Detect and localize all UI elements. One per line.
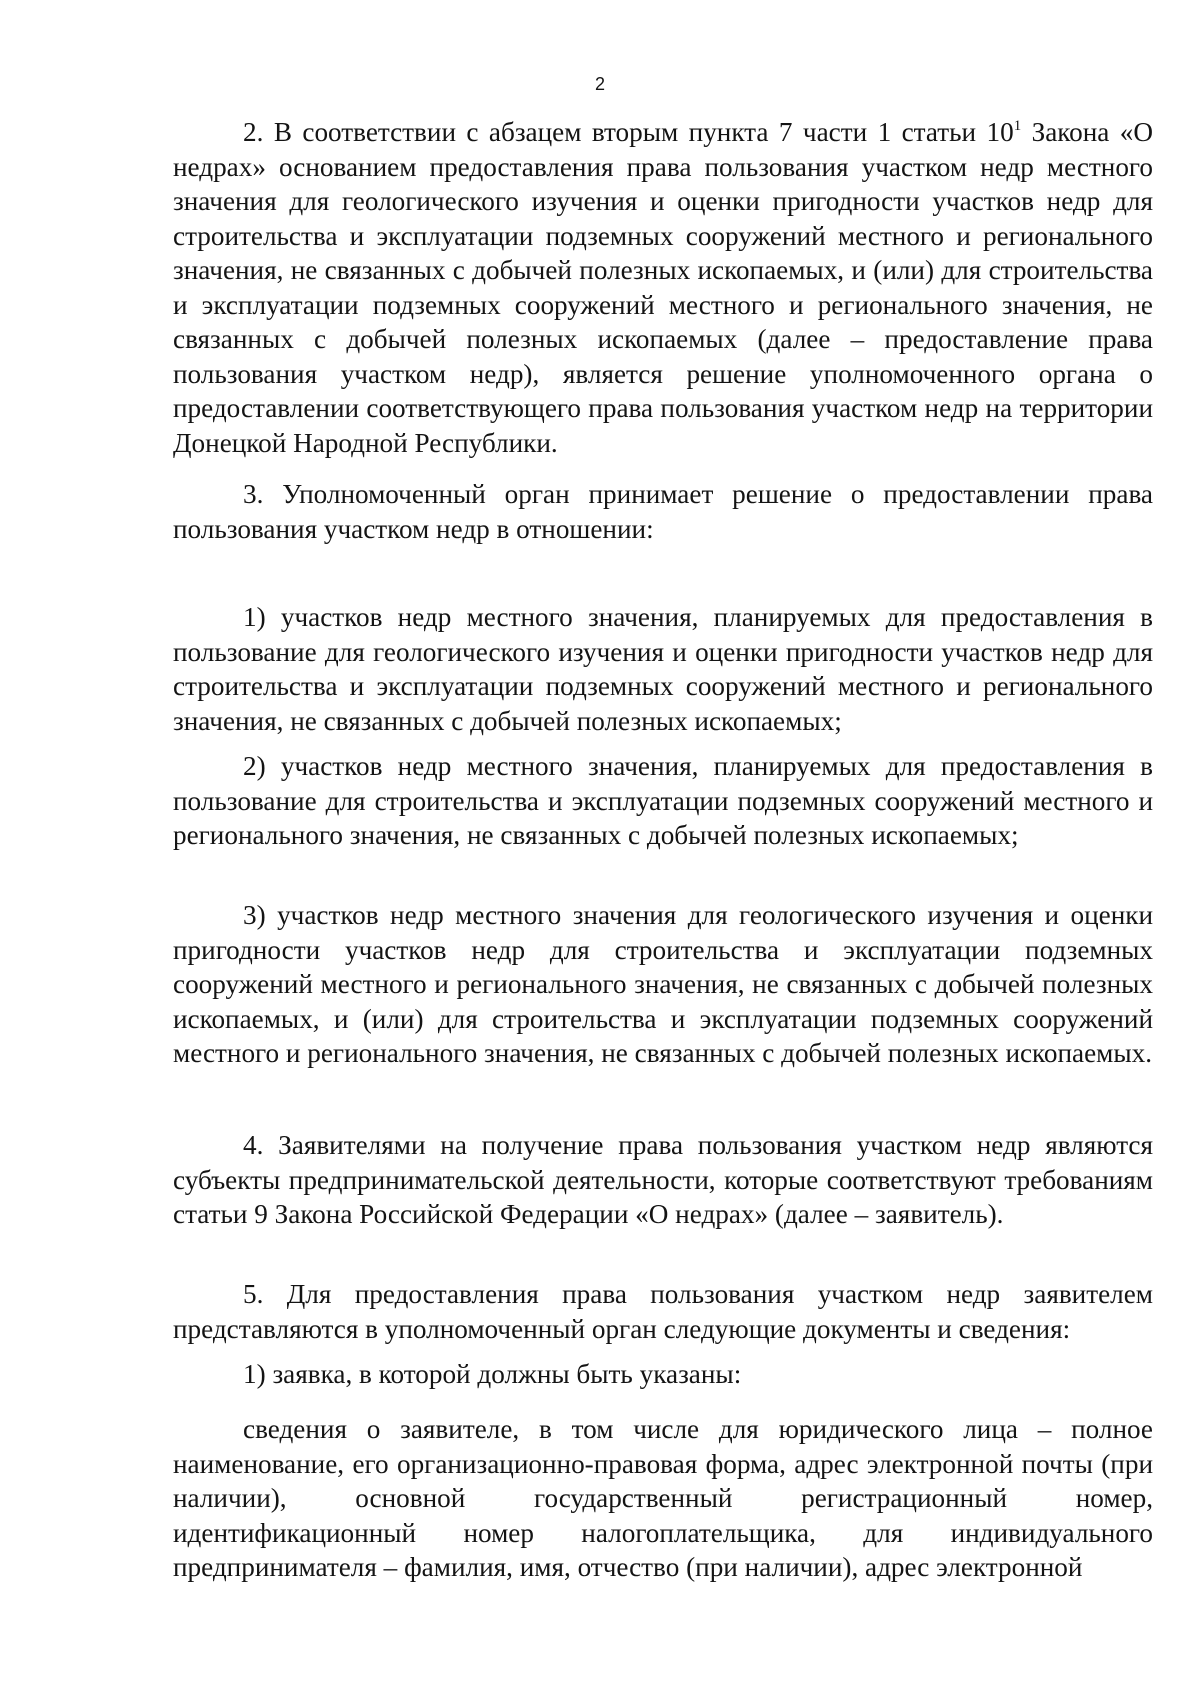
paragraph-2 xyxy=(173,115,1153,460)
paragraph-2-lead: 2. В соответствии с абзацем вторым пункта 7 части 1 статьи 10 xyxy=(243,117,1014,147)
paragraph-3-item-2: 2) участков недр местного значения, планируемых для предоставления в пользование для строительства и эксплуатации подземных сооружений местного и регионального значения, не связанных с добычей полезных ископаемых; xyxy=(173,751,1153,850)
paragraph-3: 3. Уполномоченный орган принимает решение о предоставлении права пользования участком недр в отношении: xyxy=(173,479,1153,544)
paragraph-5: 5. Для предоставления права пользования участком недр заявителем представляются в уполномоченный орган следующие документы и сведения: xyxy=(173,1279,1153,1344)
page-number: 2 xyxy=(594,74,605,94)
paragraph-5-item-1: 1) заявка, в которой должны быть указаны: xyxy=(243,1359,742,1389)
paragraph-3-item-3: 3) участков недр местного значения для геологического изучения и оценки пригодности участков недр для строительства и эксплуатации подземных сооружений местного и регионального значения, не связанных с добычей полезных ископаемых, и (или) для строительства и эксплуатации подземных сооружений местного и регионального значения, не связанных с добычей полезных ископаемых. xyxy=(173,900,1153,1068)
superscript-article-index: 1 xyxy=(1013,118,1022,134)
paragraph-2-tail: Закона «О недрах» основанием предоставления права пользования участком недр местного значения для геологического изучения и оценки пригодности участков недр для строительства и эксплуатации подземных сооружений местного и регионального значения, не связанных с добычей полезных ископаемых, и (или) для строительства и эксплуатации подземных сооружений местного и регионального значения, не связанных с добычей полезных ископаемых (далее – предоставление права пользования участком недр), является решение уполномоченного органа о предоставлении соответствующего права пользования участком недр на территории Донецкой Народной Республики. xyxy=(173,117,1153,458)
paragraph-3-item-1: 1) участков недр местного значения, планируемых для предоставления в пользование для геологического изучения и оценки пригодности участков недр для строительства и эксплуатации подземных сооружений местного и регионального значения, не связанных с добычей полезных ископаемых; xyxy=(173,602,1153,736)
paragraph-4: 4. Заявителями на получение права пользования участком недр являются субъекты предпринимательской деятельности, которые соответствуют требованиям статьи 9 Закона Российской Федерации «О недрах» (далее – заявитель). xyxy=(173,1130,1153,1229)
applicant-details-paragraph: сведения о заявителе, в том числе для юридического лица – полное наименование, его организационно-правовая форма, адрес электронной почты (при наличии), основной государственный регистрационный номер, идентификационный номер налогоплательщика, для индивидуального предпринимателя – фамилия, имя, отчество (при наличии), адрес электронной xyxy=(173,1414,1153,1582)
